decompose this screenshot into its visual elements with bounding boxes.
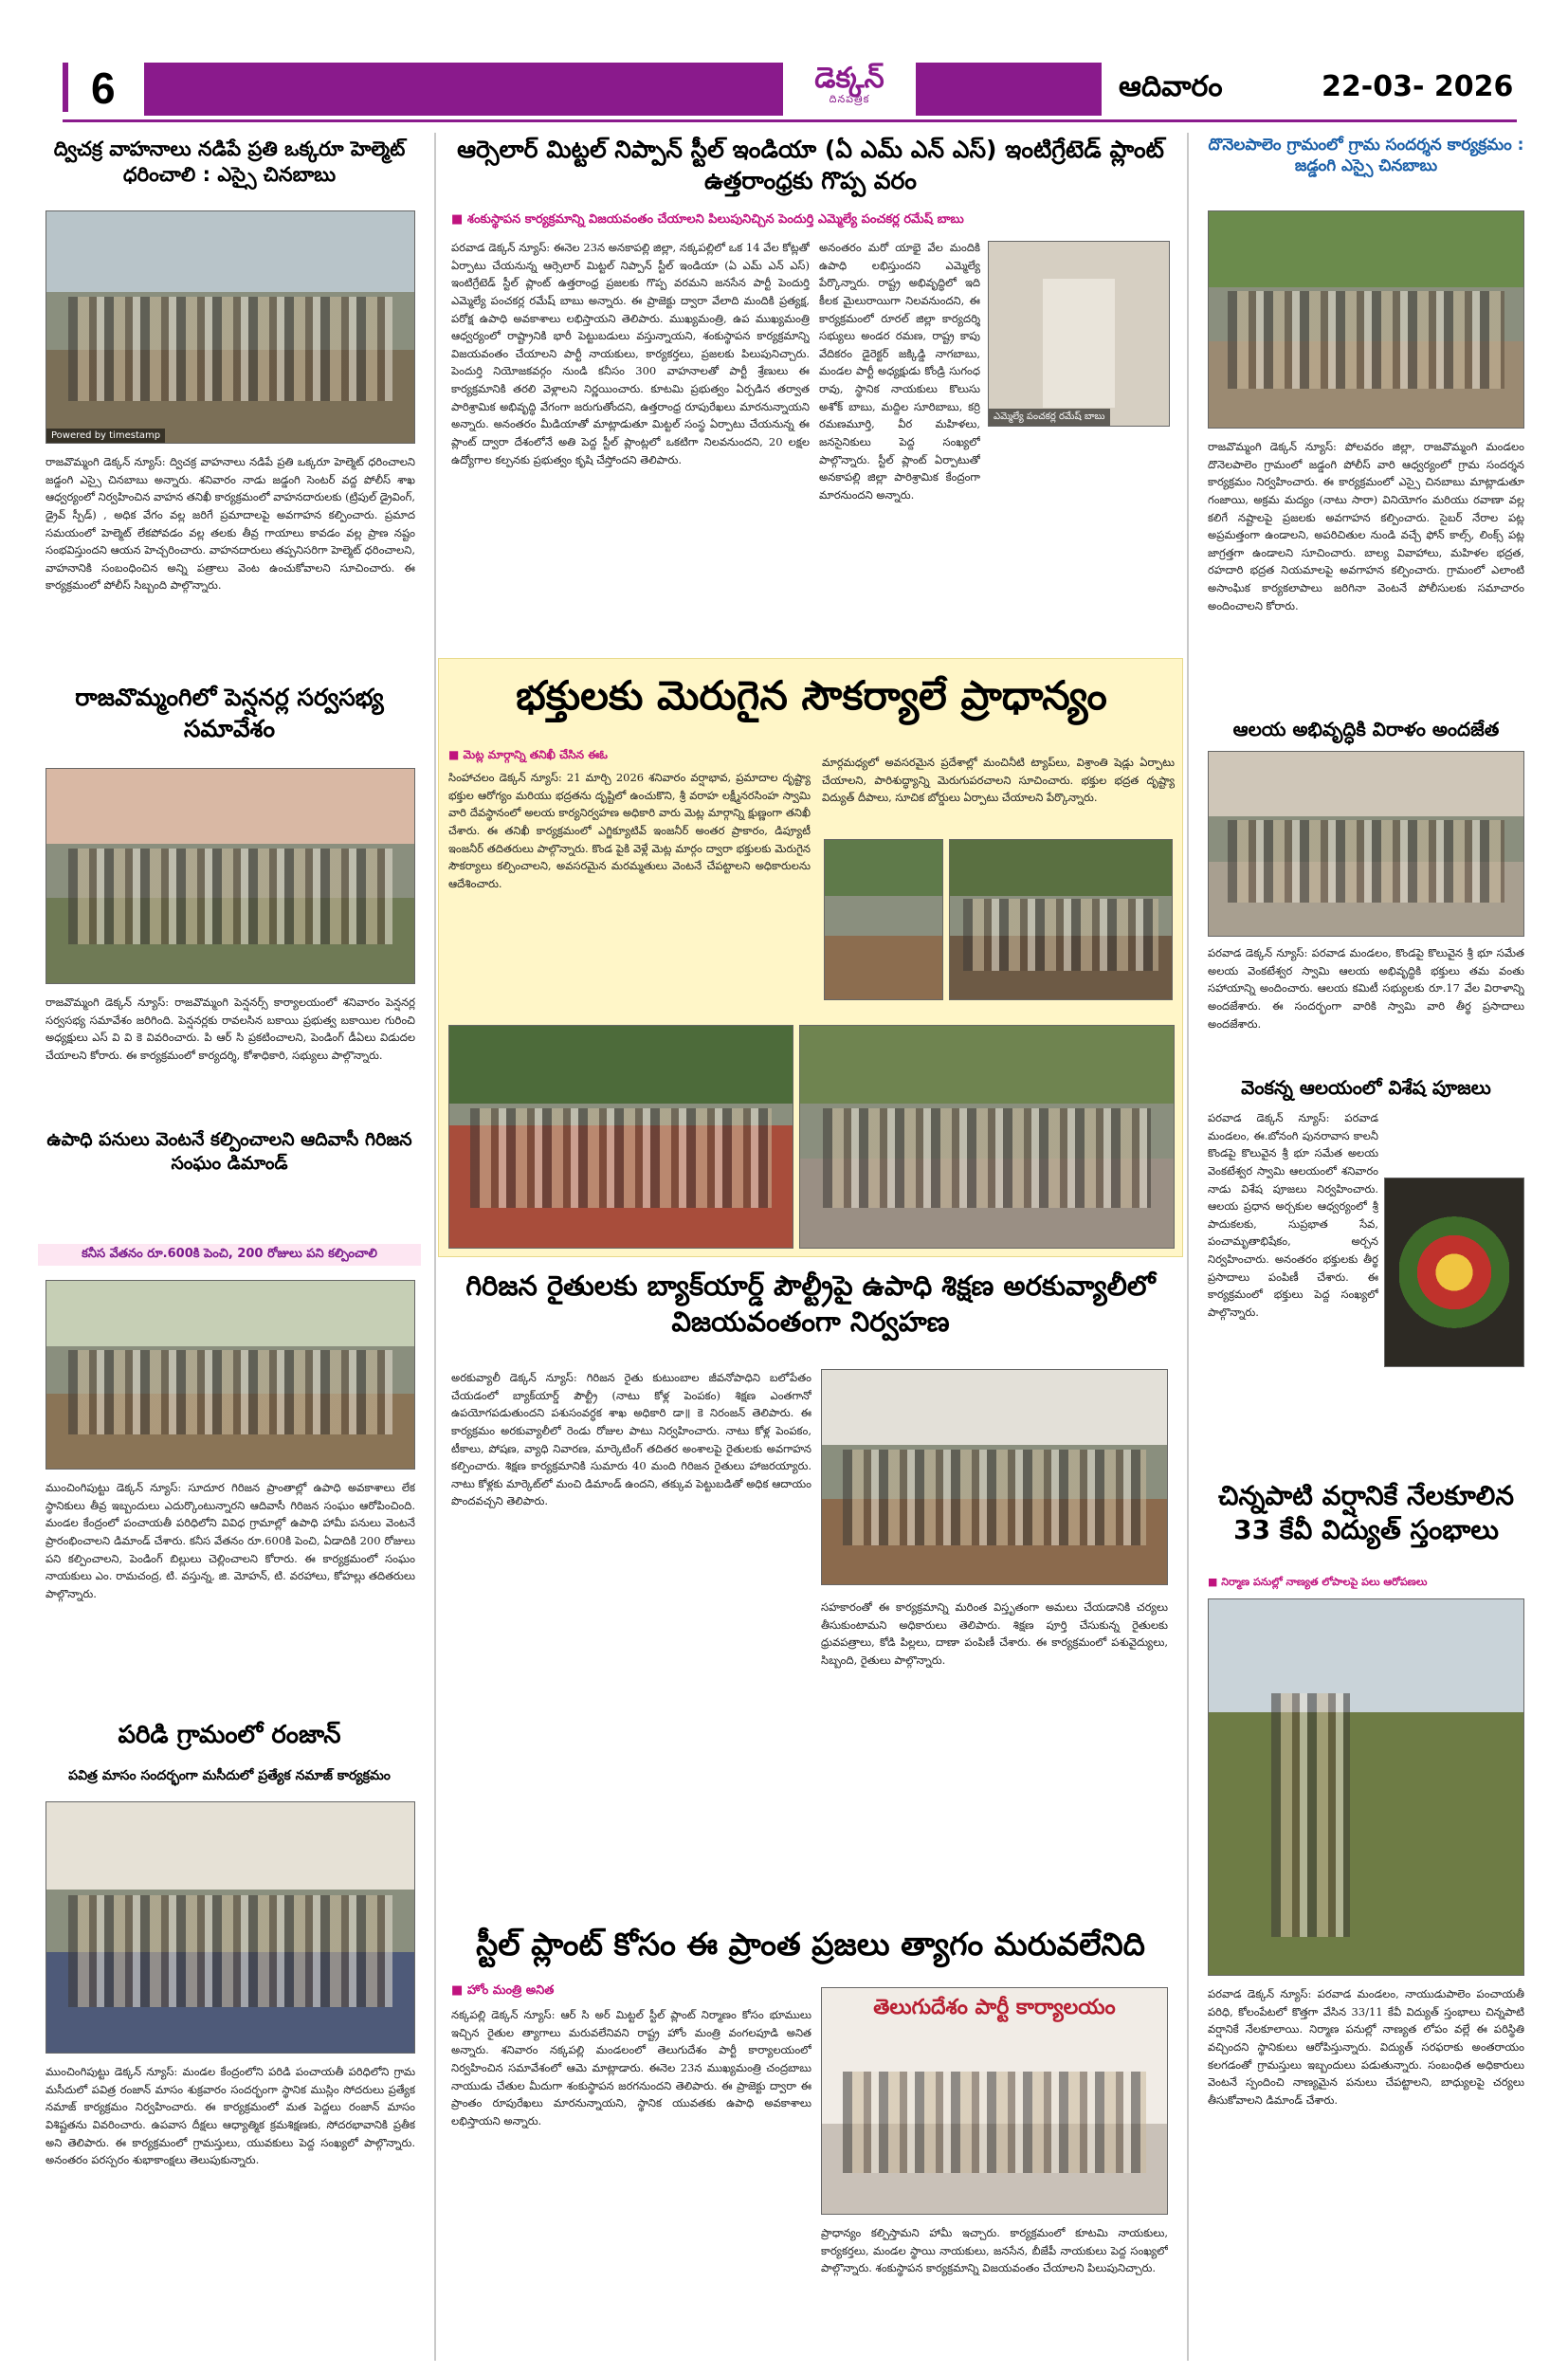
story-body: అరకువ్యాలీ డెక్కన్ న్యూస్: గిరిజన రైతు కుటుంబాల జీవనోపాధిని బలోపేతం చేయడంలో బ్యాక్‌యార్డ్ పౌల్ట్రీ (నాటు కోళ్ల పెంపకం) శిక్షణ ఎంతగానో ఉపయోగపడుతుందని పశుసంవర్ధక శాఖ అధికారి డా॥ కె నిరంజన్ తెలిపారు. ఈ కార్యక్రమం అరకువ్యాలీలో రెండు రోజుల పాటు నిర్వహించారు. నాటు కోళ్ల పెంపకం, టీకాలు, పోషణ, వ్యాధి నివారణ, మార్కెటింగ్ తదితర అంశాలపై రైతులకు అవగాహన కల్పించారు. శిక్షణ కార్యక్రమానికి సుమారు 40 మంది గిరిజన రైతులు హాజరయ్యారు. నాటు కోళ్లకు మార్కెట్‌లో మంచి డిమాండ్ ఉందని, తక్కువ పెట్టుబడితో అధిక ఆదాయం పొందవచ్చని తెలిపారు. <box>451 1371 811 1508</box>
photo-people <box>68 1350 392 1434</box>
story-headline: ద్విచక్ర వాహనాలు నడిపే ప్రతి ఒక్కరూ హెల్మెట్ ధరించాలి : ఎస్సై చినబాబు <box>53 137 406 187</box>
story-arcelor <box>446 135 1176 647</box>
story-girijana <box>446 1269 1176 1913</box>
photo-people <box>1228 820 1504 903</box>
photo-sky <box>46 1802 414 1890</box>
photo-sky <box>46 1281 414 1346</box>
masthead <box>0 0 1568 123</box>
photo-sky <box>46 769 414 844</box>
story-subheadline: పవిత్ర మాసం సందర్భంగా మసీదులో ప్రత్యేక నమాజ్ కార్యక్రమం <box>68 1768 391 1783</box>
story-headline: పరిడి గ్రామంలో రంజాన్ <box>118 1721 341 1749</box>
news-photo <box>988 241 1170 427</box>
party-office-banner: తెలుగుదేశం పార్టీ కార్యాలయం <box>873 1996 1116 2019</box>
page-number: 6 <box>91 64 116 113</box>
photo-sky <box>1209 752 1523 816</box>
news-photo <box>1208 751 1524 937</box>
story-aalaya <box>1202 717 1530 1071</box>
story-paridi <box>38 1720 421 2365</box>
news-photo <box>46 210 415 444</box>
story-headline: భక్తులకు మెరుగైన సౌకర్యాలే ప్రాధాన్యం <box>516 672 1107 719</box>
photo-sky <box>1209 1599 1523 1712</box>
photo-caption: ఎమ్మెల్యే పంచకర్ల రమేష్ బాబు <box>989 409 1110 426</box>
photo-people <box>68 297 392 401</box>
story-bhaktulu <box>438 658 1183 1257</box>
story-body: రాజవొమ్మంగి డెక్కన్ న్యూస్: పోలవరం జిల్లా, రాజవొమ్మంగి మండలం దొనెలపాలెం గ్రామంలో జడ్డంగి పోలీస్ వారి ఆధ్వర్యంలో గ్రామ సందర్శన కార్యక్రమం నిర్వహించారు. ఈ కార్యక్రమంలో ఎస్సై చినబాబు మాట్లాడుతూ గంజాయి, అక్రమ మద్యం (నాటు సారా) వినియోగం మరియు రవాణా వల్ల కలిగే నష్టాలపై ప్రజలకు అవగాహన కల్పించారు. సైబర్ నేరాల పట్ల అప్రమత్తంగా ఉండాలని, అపరిచితుల నుండి వచ్చే ఫోన్ కాల్స్, లింక్స్ పట్ల జాగ్రత్తగా ఉండాలని సూచించారు. బాల్య వివాహాలు, మహిళల భద్రత, రహదారి భద్రత నియమాలపై అవగాహన కల్పించారు. గ్రామంలో ఎలాంటి అసాంఘిక కార్యకలాపాలు జరిగినా వెంటనే పోలీసులకు సమాచారం అందించాలని కోరారు. <box>1208 440 1524 612</box>
story-headline: రాజవొమ్మంగిలో పెన్షనర్ల సర్వసభ్య సమావేశం <box>75 684 384 742</box>
news-photo <box>46 1280 415 1470</box>
story-upadhi <box>38 1128 421 1716</box>
masthead-bar <box>144 63 1102 116</box>
story-headline: చిన్నపాటి వర్షానికే నేలకూలిన 33 కేవీ విద్యుత్ స్తంభాలు <box>1218 1480 1514 1546</box>
photo-people <box>843 1450 1146 1546</box>
story-pensioners <box>38 683 421 1128</box>
news-photo <box>1384 1178 1524 1367</box>
column-divider <box>1187 133 1189 2361</box>
story-body: ప్రాధాన్యం కల్పిస్తామని హామీ ఇచ్చారు. కార్యక్రమంలో కూటమి నాయకులు, కార్యకర్తలు, మండల స్థాయి నాయకులు, జనసేన, బీజేపీ నాయకులు పెద్ద సంఖ్యలో పాల్గొన్నారు. శంకుస్థాపన కార్యక్రమాన్ని విజయవంతం చేయాలని పిలుపునిచ్చారు. <box>821 2226 1168 2275</box>
story-body: అనంతరం మరో యాభై వేల మందికి ఉపాధి లభిస్తుందని ఎమ్మెల్యే పేర్కొన్నారు. రాష్ట్ర అభివృద్ధిలో ఇది కీలక మైలురాయిగా నిలవనుందని, ఈ కార్యక్రమంలో రూరల్ జిల్లా కార్యదర్శి సభ్యులు అండర రమణ, రాష్ట్ర కాపు వేదికరం డైరెక్టర్ జక్కిడ్డి నాగబాబు, మండల పార్టీ అధ్యక్షుడు కోండ్రి సుగంధ రావు, స్థానిక నాయకులు కొలుసు అశోక్ బాబు, మద్దిల సూరిబాబు, కర్రి రమణమూర్తి, వీర మహిళలు, జనసైనికులు పెద్ద సంఖ్యలో పాల్గొన్నారు. స్టీల్ ప్లాంట్ ఏర్పాటుతో అనకాపల్లి జిల్లా పారిశ్రామిక కేంద్రంగా మారనుందని అన్నారు. <box>819 241 980 502</box>
story-body: మార్గమధ్యలో అవసరమైన ప్రదేశాల్లో మంచినీటి ట్యాప్‌లు, విశ్రాంతి షెడ్లు ఏర్పాటు చేయాలని, పారిశుద్ధ్యాన్ని మెరుగుపరచాలని సూచించారు. భక్తుల భద్రత దృష్ట్యా విద్యుత్ దీపాలు, సూచిక బోర్డులు ఏర్పాటు చేయాలని పేర్కొన్నారు. <box>822 756 1175 805</box>
brand-tagline: దినపత్రిక <box>829 93 870 105</box>
story-vidyut <box>1202 1479 1530 2365</box>
story-headline: వెంకన్న ఆలయంలో విశేష పూజలు <box>1241 1076 1491 1099</box>
column-divider <box>434 133 436 2361</box>
news-photo <box>46 1801 415 2054</box>
day-label: ఆదివారం <box>1119 70 1223 103</box>
photo-people <box>68 1895 392 2008</box>
story-helmet <box>38 137 421 667</box>
story-donelapalem <box>1202 135 1530 713</box>
story-headline: ఆర్సెలార్ మిట్టల్ నిప్పాన్ స్టీల్ ఇండియా (ఏ ఎమ్ ఎన్ ఎస్) ఇంటిగ్రేటెడ్ ప్లాంట్ ఉత్తరాంధ్రకు గొప్ప వరం <box>457 136 1164 194</box>
photo-sky <box>950 840 1172 896</box>
news-photo <box>448 1025 793 1249</box>
story-headline: ఉపాధి పనులు వెంటనే కల్పించాలని ఆదివాసీ గిరిజన సంఘం డిమాండ్ <box>46 1129 412 1174</box>
brand-name: డెక్కన్ <box>814 62 884 95</box>
news-photo <box>1208 210 1524 429</box>
story-body: పరవాడ డెక్కన్ న్యూస్: ఈనెల 23న అనకాపల్లి జిల్లా, నక్కపల్లిలో ఒక 14 వేల కోట్లతో ఏర్పాటు చేయనున్న ఆర్సెలార్ మిట్టల్ నిప్పాన్ స్టీల్ ఇండియా (ఏ ఎమ్ ఎన్ ఎస్) ఇంటిగ్రేటెడ్ స్టీల్ ప్లాంట్ ఉత్తరాంధ్ర ప్రజలకు గొప్ప వరమని జనసేన పార్టీ పెందుర్తి ఎమ్మెల్యే పంచకర్ల రమేష్ బాబు అన్నారు. ఈ ప్రాజెక్టు ద్వారా వేలాది మందికి ప్రత్యక్ష, పరోక్ష ఉపాధి అవకాశాలు లభిస్తాయని తెలిపారు. ముఖ్యమంత్రి, ఉప ముఖ్యమంత్రి ఆధ్వర్యంలో రాష్ట్రానికి భారీ పెట్టుబడులు వస్తున్నాయని, శంకుస్థాపన కార్యక్రమాన్ని విజయవంతం చేయాలని పార్టీ నాయకులు, కార్యకర్తలు, ప్రజలకు పిలుపునిచ్చారు. పెందుర్తి నియోజకవర్గం నుండి కనీసం 300 వాహనాలతో పార్టీ శ్రేణులు ఈ కార్యక్రమానికి తరలి వెళ్లాలని నిర్ణయించారు. కూటమి ప్రభుత్వం ఏర్పడిన తర్వాత పారిశ్రామిక అభివృద్ధి వేగంగా జరుగుతోందని, ఉత్తరాంధ్ర రూపురేఖలు మారనున్నాయని అన్నారు. అనంతరం మీడియాతో మాట్లాడుతూ మిట్టల్ సంస్థ ఏర్పాటు చేయనున్న ఈ ప్లాంట్ ద్వారా దేశంలోనే అతి పెద్ద స్టీల్ ప్లాంట్లలో ఒకటిగా నిలవనుందని, 20 లక్షల ఉద్యోగాల కల్పనకు ప్రభుత్వం కృషి చేస్తోందని తెలిపారు. <box>451 241 810 466</box>
date-label: 22-03- 2026 <box>1322 70 1514 103</box>
story-body: పరవాడ డెక్కన్ న్యూస్: పరవాడ మండలం, నాయుడుపాలెం పంచాయతీ పరిధి, కోలంపేటలో కొత్తగా వేసిన 33/11 కేవీ విద్యుత్ స్తంభాలు చిన్నపాటి వర్షానికే నేలకూలాయి. నిర్మాణ పనుల్లో నాణ్యత లోపం వల్లే ఈ పరిస్థితి వచ్చిందని స్థానికులు ఆరోపిస్తున్నారు. విద్యుత్ సరఫరాకు అంతరాయం కలగడంతో గ్రామస్తులు ఇబ్బందులు పడుతున్నారు. సంబంధిత అధికారులు వెంటనే స్పందించి నాణ్యమైన పనులు చేపట్టాలని, బాధ్యులపై చర్యలు తీసుకోవాలని డిమాండ్ చేశారు. <box>1208 1987 1524 2107</box>
photo-ground <box>1209 1712 1523 1975</box>
story-headline: స్టీల్ ప్లాంట్ కోసం ఈ ప్రాంత ప్రజలు త్యాగం మరువలేనిది <box>476 1926 1145 1963</box>
story-tag: ■ హోం మంత్రి అనిత <box>451 1983 811 2000</box>
news-photo <box>799 1025 1175 1249</box>
story-body: పరవాడ డెక్కన్ న్యూస్: పరవాడ మండలం, కొండపై కొలువైన శ్రీ భూ సమేత అలయ వెంకటేశ్వర స్వామి ఆలయ అభివృద్ధికి భక్తులు తమ వంతు సహాయాన్ని అందించారు. ఆలయ కమిటీ సభ్యులకు రూ.17 వేల విరాళాన్ని అందజేశారు. ఈ సందర్భంగా వారికి స్వామి వారి తీర్థ ప్రసాదాలు అందజేశారు. <box>1208 946 1524 1031</box>
photo-people <box>1228 291 1504 389</box>
story-body: పరవాడ డెక్కన్ న్యూస్: పరవాడ మండలం, ఈ.బోనంగి పునరావాస కాలనీ కొండపై కొలువైన శ్రీ భూ సమేత అలయ వెంకటేశ్వర స్వామి ఆలయంలో శనివారం నాడు విశేష పూజలు నిర్వహించారు. ఆలయ ప్రధాన అర్చకుల ఆధ్వర్యంలో శ్రీ పాదుకలకు, సుప్రభాత సేవ, పంచామృతాభిషేకం, అర్చన నిర్వహించారు. అనంతరం భక్తులకు తీర్థ ప్రసాదాలు పంపిణీ చేశారు. ఈ కార్యక్రమంలో భక్తులు పెద్ద సంఖ్యలో పాల్గొన్నారు. <box>1208 1111 1378 1319</box>
photo-people <box>470 1108 773 1208</box>
story-body: సహకారంతో ఈ కార్యక్రమాన్ని మరింత విస్తృతంగా అమలు చేయడానికి చర్యలు తీసుకుంటామని అధికారులు తెలిపారు. శిక్షణ పూర్తి చేసుకున్న రైతులకు ధ్రువపత్రాలు, కోడి పిల్లలు, దాణా పంపిణీ చేశారు. ఈ కార్యక్రమంలో పశువైద్యులు, సిబ్బంది, రైతులు పాల్గొన్నారు. <box>821 1600 1168 1667</box>
story-body: నక్కపల్లి డెక్కన్ న్యూస్: ఆర్ సి అర్ మిట్టల్ స్టీల్ ప్లాంట్ నిర్మాణం కోసం భూములు ఇచ్చిన రైతుల త్యాగాలు మరువలేనివని రాష్ట్ర హోం మంత్రి వంగలపూడి అనిత అన్నారు. శనివారం నక్కపల్లి మండలంలో తెలుగుదేశం పార్టీ కార్యాలయంలో నిర్వహించిన సమావేశంలో ఆమె మాట్లాడారు. ఈనెల 23న ముఖ్యమంత్రి చంద్రబాబు నాయుడు చేతుల మీదుగా శంకుస్థాపన జరగనుందని తెలిపారు. ఈ ప్రాజెక్టు ద్వారా ఈ ప్రాంతం రూపురేఖలు మారనున్నాయని, స్థానిక యువతకు ఉపాధి అవకాశాలు లభిస్తాయని అన్నారు. <box>451 2008 811 2127</box>
story-headline: దొనెలపాలెం గ్రామంలో గ్రామ సందర్శన కార్యక్రమం : జడ్డంగి ఎస్సై చినబాబు <box>1208 136 1524 176</box>
photo-sky <box>449 1026 793 1104</box>
story-body: ముంచింగిపుట్టు డెక్కన్ న్యూస్: సూదూర గిరిజన ప్రాంతాల్లో ఉపాధి అవకాశాలు లేక స్థానికులు తీవ్ర ఇబ్బందులు ఎదుర్కొంటున్నారని ఆదివాసీ గిరిజన సంఘం ఆరోపించింది. మండల కేంద్రంలో పంచాయతీ పరిధిలోని వివిధ గ్రామాల్లో ఉపాధి హామీ పనులు వెంటనే ప్రారంభించాలని డిమాండ్ చేశారు. కనీస వేతనం రూ.600కి పెంచి, ఏడాదికి 200 రోజులు పని కల్పించాలని, పెండింగ్ బిల్లులు చెల్లించాలని కోరారు. ఈ కార్యక్రమంలో సంఘం నాయకులు ఎం. రామచంద్ర, టి. వస్తున్న, జి. మోహన్, టి. వరహాలు, కోహల్లు తదితరులు పాల్గొన్నారు. <box>46 1481 415 1600</box>
photo-people <box>1043 279 1115 408</box>
photo-sky <box>825 840 942 896</box>
deity-idol <box>1399 1197 1510 1347</box>
news-photo <box>949 839 1173 1000</box>
news-photo <box>821 1369 1168 1585</box>
masthead-left-stripe <box>63 63 68 112</box>
news-photo <box>46 768 415 984</box>
photo-ground <box>825 936 942 999</box>
story-headline: గిరిజన రైతులకు బ్యాక్‌యార్డ్ పౌల్ట్రీపై ఉపాధి శిక్షణ అరకువ్యాలీలో విజయవంతంగా నిర్వహణ <box>465 1269 1156 1338</box>
photo-people <box>963 899 1158 971</box>
news-photo <box>821 1987 1168 2215</box>
story-venkanna <box>1202 1075 1530 1475</box>
photo-people <box>1271 1693 1350 1937</box>
photo-sky <box>822 1370 1167 1445</box>
photo-people <box>843 2072 1146 2173</box>
brand-logo <box>783 63 916 116</box>
photo-people <box>823 1108 1152 1208</box>
story-tag: ■ మెట్ల మార్గాన్ని తనిఖీ చేసిన ఈఓ <box>448 748 809 764</box>
story-body: రాజవొమ్మంగి డెక్కన్ న్యూస్: ద్విచక్ర వాహనాలు నడిపే ప్రతి ఒక్కరూ హెల్మెట్ ధరించాలని జడ్డంగి ఎస్సై చినబాబు అన్నారు. శనివారం నాడు జడ్డంగి సెంటర్ వద్ద పోలీస్ శాఖ ఆధ్వర్యంలో నిర్వహించిన వాహన తనిఖీ కార్యక్రమంలో వాహనదారులకు (ట్రిపుల్ డ్రైవింగ్, డ్రైవ్ స్పీడ్) , అధిక వేగం వల్ల జరిగే ప్రమాదాలపై అవగాహన కల్పించారు. ప్రమాద సమయంలో హెల్మెట్ లేకపోవడం వల్ల తలకు తీవ్ర గాయాలు కావడం వల్ల ప్రాణ నష్టం సంభవిస్తుందని ఆయన హెచ్చరించారు. వాహనదారులు తప్పనిసరిగా హెల్మెట్ ధరించాలని, వాహనానికి సంబంధించిన అన్ని పత్రాలు వెంట ఉంచుకోవాలని సూచించారు. ఈ కార్యక్రమంలో పోలీస్ సిబ్బంది పాల్గొన్నారు. <box>46 455 415 593</box>
story-steel <box>446 1925 1176 2366</box>
photo-sky <box>46 211 414 292</box>
story-subheadline: కనీస వేతనం రూ.600కి పెంచి, 200 రోజులు పని కల్పించాలి <box>38 1244 421 1266</box>
photo-sky <box>800 1026 1174 1104</box>
story-headline: ఆలయ అభివృద్ధికి విరాళం అందజేత <box>1232 718 1500 740</box>
story-body: రాజవొమ్మంగి డెక్కన్ న్యూస్: రాజవొమ్మంగి పెన్షనర్స్ కార్యాలయంలో శనివారం పెన్షనర్ల సర్వసభ్య సమావేశం జరిగింది. పెన్షనర్లకు రావలసిన బకాయి ప్రభుత్వ బకాయిల గురించి అధ్యక్షులు ఎస్ వి వి కె వివరించారు. పి ఆర్ సి ప్రకటించాలని, పెండింగ్ డీఏలు విడుదల చేయాలని కోరారు. ఈ కార్యక్రమంలో కార్యదర్శి, కోశాధికారి, సభ్యులు పాల్గొన్నారు. <box>46 995 415 1062</box>
story-body: సింహాచలం డెక్కన్ న్యూస్: 21 మార్చి 2026 శనివారం వర్షాభావ, ప్రమాదాల దృష్ట్యా భక్తుల ఆరోగ్యం మరియు భద్రతను దృష్టిలో ఉంచుకొని, శ్రీ వరాహ లక్ష్మీనరసింహ స్వామి వారి దేవస్థానంలో అలయ కార్యనిర్వహణ అధికారి వారు మెట్ల మార్గాన్ని క్షుణ్ణంగా తనిఖీ చేశారు. ఈ తనిఖీ కార్యక్రమంలో ఎగ్జిక్యూటివ్ ఇంజనీర్ అంతర ప్రాకారం, డిప్యూటీ ఇంజనీర్ తదితరులు పాల్గొన్నారు. కొండ పైకి వెళ్లే మెట్ల మార్గం ద్వారా భక్తులకు మెరుగైన సౌకర్యాలు కల్పించాలని, అవసరమైన మరమ్మతులు వెంటనే చేపట్టాలని అధికారులను ఆదేశించారు. <box>448 771 811 890</box>
photo-people <box>68 849 392 945</box>
news-photo <box>824 839 943 1000</box>
masthead-rule <box>63 119 1517 122</box>
news-photo <box>1208 1598 1524 1976</box>
story-body: ముంచింగిపుట్టు డెక్కన్ న్యూస్: మండల కేంద్రంలోని పరిడి పంచాయతీ పరిధిలోని గ్రామ మసీదులో పవిత్ర రంజాన్ మాసం శుక్రవారం సందర్భంగా స్థానిక ముస్లిం సోదరులు ప్రత్యేక నమాజ్ కార్యక్రమం నిర్వహించారు. ఈ కార్యక్రమంలో మత పెద్దలు రంజాన్ మాసం విశిష్టతను వివరించారు. ఉపవాస దీక్షలు ఆధ్యాత్మిక క్రమశిక్షణకు, సోదరభావానికి ప్రతీక అని తెలిపారు. ఈ కార్యక్రమంలో గ్రామస్తులు, యువకులు పెద్ద సంఖ్యలో పాల్గొన్నారు. అనంతరం పరస్పరం శుభాకాంక్షలు తెలుపుకున్నారు. <box>46 2065 415 2167</box>
photo-sky <box>1209 211 1523 287</box>
story-tag: ■ నిర్మాణ పనుల్లో నాణ్యత లోపాలపై పలు ఆరోపణలు <box>1208 1576 1524 1591</box>
photo-timestamp: Powered by timestamp <box>46 429 165 443</box>
story-tag: ■ శంకుస్థాపన కార్యక్రమాన్ని విజయవంతం చేయాలని పిలుపునిచ్చిన పెందుర్తి ఎమ్మెల్యే పంచకర్ల రమేష్ బాబు <box>451 212 1172 229</box>
